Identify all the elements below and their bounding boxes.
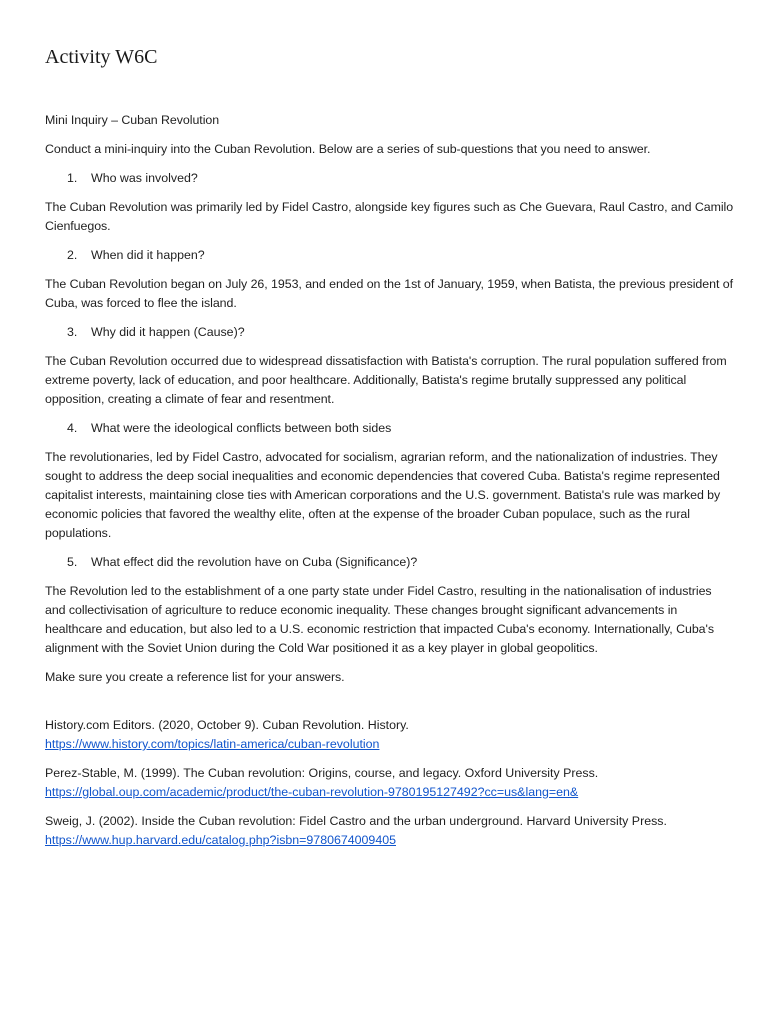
reference-citation: History.com Editors. (2020, October 9). Cuban Revolution. History. [45,718,409,732]
question-number: 1. [67,171,78,185]
answer-5: The Revolution led to the establishment of a one party state under Fidel Castro, resulting in the nationalisation of industries and collectivisation of agriculture to reduce economic inequality. These changes brought significant advancements in healthcare and education, but also led to a U.S. economic restriction that impacted Cuba's economy. Internationally, Cuba's alignment with the Soviet Union during the Cold War positioned it as a key player in global geopolitics. [45,584,714,655]
reference-link[interactable]: https://www.hup.harvard.edu/catalog.php?isbn=9780674009405 [45,833,396,847]
answer-4: The revolutionaries, led by Fidel Castro, advocated for socialism, agrarian reform, and the nationalization of industries. They sought to address the deep social inequalities and economic dependencies that covered Cuba. Batista's regime represented capitalist interests, maintaining close ties with American corporations and the U.S. government. Batista's rule was marked by economic policies that favored the wealthy elite, often at the expense of the broader Cuban populace, such as the rural populations. [45,450,721,540]
page-title: Activity W6C [45,46,158,68]
question-4 [45,419,735,438]
reference-3 [45,812,735,850]
question-text: When did it happen? [91,248,205,262]
question-text: What effect did the revolution have on Cuba (Significance)? [91,555,418,569]
question-1 [45,169,735,188]
question-number: 2. [67,248,78,262]
subtitle: Mini Inquiry – Cuban Revolution [45,113,220,127]
reference-citation: Sweig, J. (2002). Inside the Cuban revolution: Fidel Castro and the urban underground. Harvard University Press. [45,814,667,828]
intro-paragraph: Conduct a mini-inquiry into the Cuban Revolution. Below are a series of sub-questions that you need to answer. [45,142,651,156]
answer-2: The Cuban Revolution began on July 26, 1953, and ended on the 1st of January, 1959, when Batista, the previous president of Cuba, was forced to flee the island. [45,277,733,310]
answer-3: The Cuban Revolution occurred due to widespread dissatisfaction with Batista's corruption. The rural population suffered from extreme poverty, lack of education, and poor healthcare. Additionally, Batista's regime brutally suppressed any political opposition, creating a climate of fear and resentment. [45,354,727,406]
closing-note: Make sure you create a reference list for your answers. [45,670,345,684]
question-number: 5. [67,555,78,569]
question-3 [45,323,735,342]
question-5 [45,553,735,572]
spacer [45,697,735,716]
question-text: Who was involved? [91,171,198,185]
reference-citation: Perez-Stable, M. (1999). The Cuban revolution: Origins, course, and legacy. Oxford University Press. [45,766,599,780]
reference-link[interactable]: https://www.history.com/topics/latin-america/cuban-revolution [45,737,380,751]
question-number: 3. [67,325,78,339]
question-text: What were the ideological conflicts between both sides [91,421,392,435]
question-2 [45,246,735,265]
answer-1: The Cuban Revolution was primarily led by Fidel Castro, alongside key figures such as Che Guevara, Raul Castro, and Camilo Cienfuegos. [45,200,734,233]
reference-2 [45,764,735,802]
reference-1 [45,716,735,754]
question-number: 4. [67,421,78,435]
document-body [45,111,735,860]
reference-link[interactable]: https://global.oup.com/academic/product/the-cuban-revolution-9780195127492?cc=us&lang=en& [45,785,579,799]
question-text: Why did it happen (Cause)? [91,325,245,339]
